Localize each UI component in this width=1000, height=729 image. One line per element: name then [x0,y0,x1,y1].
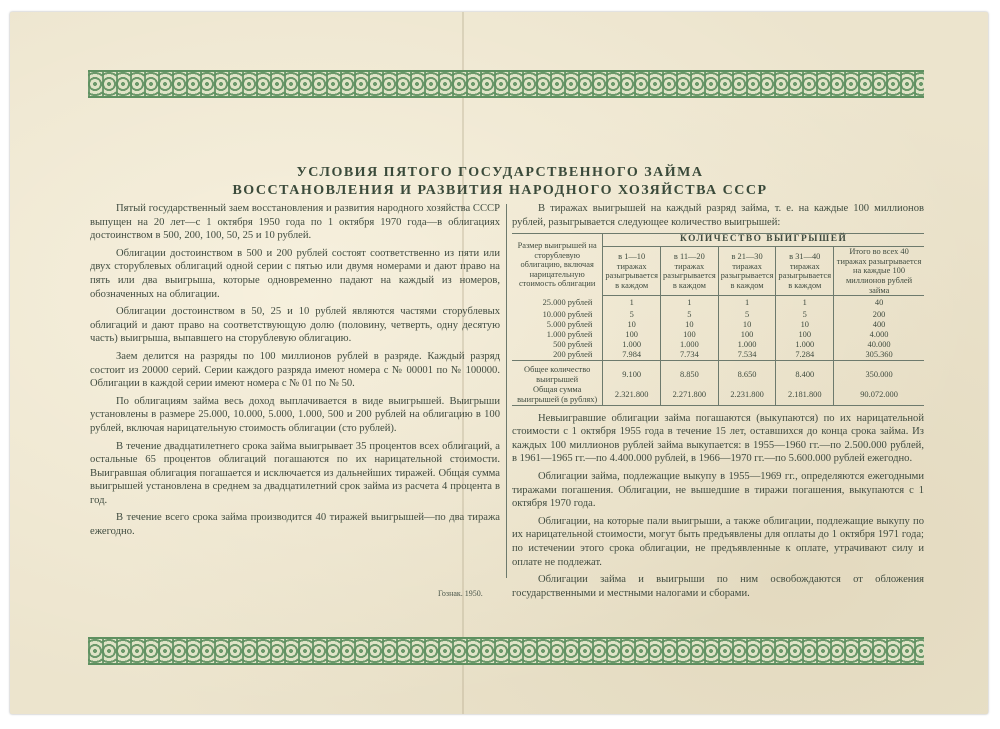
table-header-col: в 1—10 тиражах разыгрывается в каждом [603,247,661,296]
right-paragraph: Облигации займа, подлежащие выкупу в 1955—1969 гг., определяются ежегодными тиражами погашения. Облигации, не вышедшие в тиражи погашения, выкупаются с 1 октября 1970 года. [512,471,924,510]
row-label: Общее количество выигрышей [512,360,603,385]
row-label: 500 рублей [553,339,593,349]
right-column [512,202,924,604]
table-row-total-count [512,360,924,385]
table-cell: 100 [776,330,834,340]
table-cell: 2.271.800 [661,385,719,406]
table-cell: 5 [603,310,661,320]
table-cell: 2.321.800 [603,385,661,406]
table-cell: 90.072.000 [834,385,924,406]
table-header-col: в 21—30 тиражах разыгрывается в каждом [718,247,776,296]
table-cell: 1 [661,296,719,310]
table-cell: 10 [661,320,719,330]
right-paragraph: Облигации займа и выигрыши по ним освобождаются от обложения государственными и местными налогами и сборами. [512,574,924,599]
table-header-col: Итого во всех 40 тиражах разыгрывается на каждые 100 миллионов рублей займа [834,247,924,296]
table-cell: 350.000 [834,360,924,385]
row-label: Общая сумма выигрышей (в рублях) [512,385,603,406]
table-cell: 1 [776,296,834,310]
table-cell: 2.231.800 [718,385,776,406]
table-cell: 2.181.800 [776,385,834,406]
table-cell: 40.000 [834,340,924,350]
table-row [512,330,924,340]
table-cell: 100 [603,330,661,340]
table-cell: 1 [718,296,776,310]
table-cell: 4.000 [834,330,924,340]
table-header-col: в 31—40 тиражах разыгрывается в каждом [776,247,834,296]
table-row [512,340,924,350]
left-paragraph: По облигациям займа весь доход выплачивается в виде выигрышей. Выигрыши установлены в размере 25.000, 10.000, 5.000, 1.000, 500 и 200 рублей на облигацию в 100 рублей, включая нарицательную стоимость облигации (сто рублей). [90,395,500,434]
table-cell: 7.534 [718,350,776,361]
page-title-line2: ВОССТАНОВЛЕНИЯ И РАЗВИТИЯ НАРОДНОГО ХОЗЯЙСТВА СССР [232,183,768,198]
row-label: 200 рублей [553,349,593,359]
left-paragraph: В течение двадцатилетнего срока займа выигрывает 35 процентов всех облигаций, а остальные 65 процентов облигаций погашаются по их нарицательной стоимости. Выигравшая облигация погашается и исключается из дальнейших тиражей. Общая сумма выигрышей установлена в среднем за двадцатилетний срок займа из расчета 4 процента в год. [90,440,500,506]
table-row [512,310,924,320]
table-row-total-sum [512,385,924,406]
table-cell: 1.000 [776,340,834,350]
table-cell: 100 [718,330,776,340]
left-paragraph: Облигации достоинством в 500 и 200 рублей состоят соответственно из пяти или двух сторублевых облигаций одной серии с пятью или двумя номерами и дают право на пять или два выигрыша, которые одновременно падают на каждый из номеров, обозначенных на облигации. [90,247,500,300]
table-cell: 40 [834,296,924,310]
table-row [512,296,924,310]
right-paragraph: Невыигравшие облигации займа погашаются (выкупаются) по их нарицательной стоимости с 1 октября 1955 года в течение 15 лет, оставшихся до конца срока займа. Из каждых 100 миллионов рублей займа выкупается: в 1955—1960 гг.—по 2.500.000 рублей, в 1961—1965 гг.—по 4.400.000 рублей, в 1966—1970 гг.—по 5.600.000 рублей ежегодно. [512,412,924,465]
page-title-line1: УСЛОВИЯ ПЯТОГО ГОСУДАРСТВЕННОГО ЗАЙМА [296,165,704,180]
table-cell: 7.734 [661,350,719,361]
table-cell: 1.000 [661,340,719,350]
row-label: 5.000 рублей [546,319,593,329]
left-paragraph: Пятый государственный заем восстановления и развития народного хозяйства СССР выпущен на 20 лет—с 1 октября 1950 года по 1 октября 1970 года—в облигациях достоинством в 500, 200, 100, 50, 25 и 10 рублей. [90,203,500,242]
table-cell: 1.000 [603,340,661,350]
table-cell: 5 [718,310,776,320]
row-label: 1.000 рублей [546,329,593,339]
left-paragraph: Облигации достоинством в 50, 25 и 10 рублей являются частями сторублевых облигаций и дают право на соответствующую долю (половину, четверть, одну десятую часть) выигрыша, выпавшего на сторублевую облигацию. [90,306,500,345]
table-cell: 10 [603,320,661,330]
table-cell: 1 [603,296,661,310]
table-header-group: КОЛИЧЕСТВО ВЫИГРЫШЕЙ [603,234,924,247]
table-header-col: в 11—20 тиражах разыгрывается в каждом [661,247,719,296]
printer-imprint: Гознак. 1950. [438,589,483,598]
table-cell: 7.284 [776,350,834,361]
table-cell: 8.400 [776,360,834,385]
table-cell: 1.000 [718,340,776,350]
left-paragraph: В течение всего срока займа производится 40 тиражей выигрышей—по два тиража ежегодно. [90,512,500,538]
prize-table [512,233,924,405]
table-row [512,320,924,330]
left-paragraph: Заем делится на разряды по 100 миллионов рублей в разряде. Каждый разряд состоит из 20000 серий. Серии каждого разряда имеют номера с № 00001 по № 100000. Облигации в каждой серии имеют номера с № 01 по № 50. [90,350,500,390]
table-header-prize-size: Размер выигрышей на сторублевую облигацию, включая нарицательную стоимость облигации [512,234,603,296]
right-paragraph: Облигации, на которые пали выигрыши, а также облигации, подлежащие выкупу по их нарицательной стоимости, могут быть предъявлены для оплаты до 1 октября 1971 года; по истечении этого срока облигации, не предъявленные к оплате, утрачивают силу и оплате не подлежат. [512,515,924,568]
table-cell: 10 [718,320,776,330]
table-cell: 9.100 [603,360,661,385]
table-cell: 8.650 [718,360,776,385]
row-label: 25.000 рублей [542,297,593,307]
table-cell: 7.984 [603,350,661,361]
table-cell: 5 [661,310,719,320]
row-label: 10.000 рублей [542,309,593,319]
left-column [90,202,500,543]
table-cell: 100 [661,330,719,340]
table-cell: 305.360 [834,350,924,361]
table-cell: 200 [834,310,924,320]
right-intro: В тиражах выигрышей на каждый разряд займа, т. е. на каждые 100 миллионов рублей, разыгрывается следующее количество выигрышей: [512,203,924,228]
table-cell: 10 [776,320,834,330]
table-cell: 8.850 [661,360,719,385]
table-row [512,350,924,361]
ornamental-border-top [88,70,924,98]
column-divider [506,204,507,578]
table-cell: 400 [834,320,924,330]
ornamental-border-bottom [88,637,924,665]
table-cell: 5 [776,310,834,320]
